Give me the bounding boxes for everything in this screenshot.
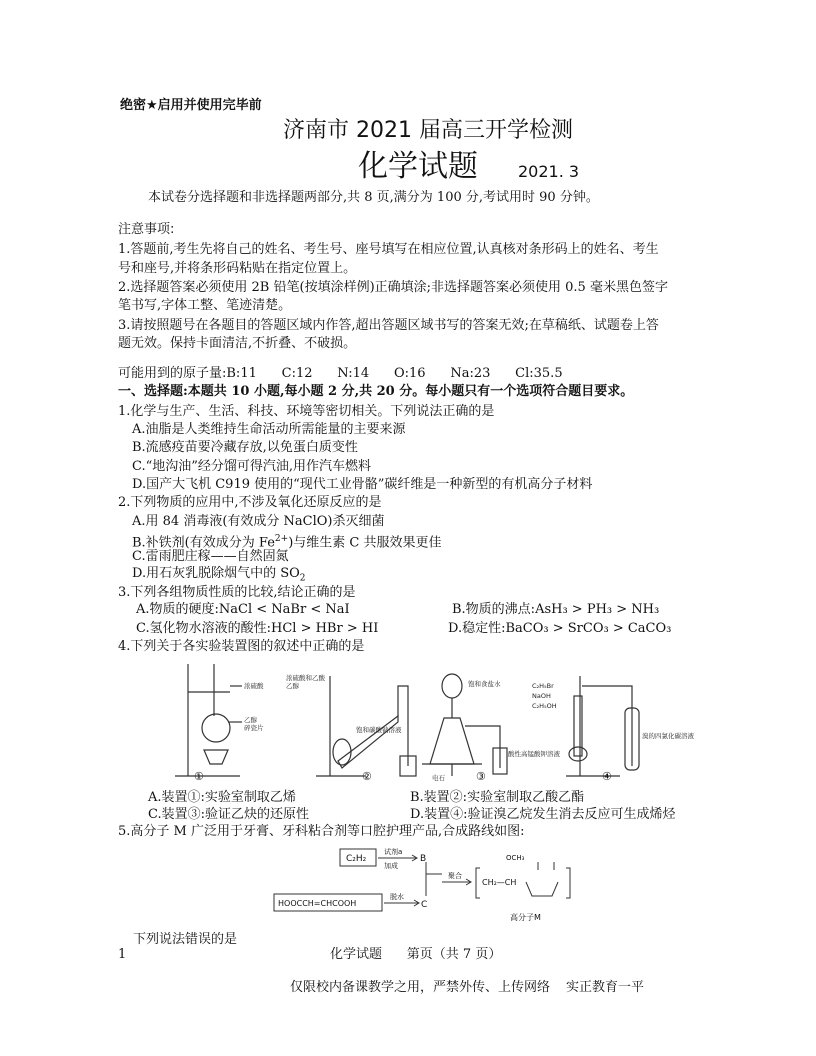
q5-node-c: C [421,900,428,910]
q1-option-c: C.“地沟油”经分馏可得汽油,用作汽车燃料 [132,459,372,474]
note-2-line2: 笔书写,字体工整、笔迹清楚。 [118,298,292,313]
q2-stem: 2.下列物质的应用中,不涉及氧化还原反应的是 [118,495,382,510]
q2-d-sub: 2 [299,573,306,584]
q5-product-label: 高分子M [510,913,541,922]
note-1-line1: 1.答题前,考生先将自己的姓名、考生号、座号填写在相应位置,认真核对条形码上的姓名、考生 [118,242,659,257]
q5-arrow1-top: 试剂a [384,848,403,856]
q4-stem: 4.下列关于各实验装置图的叙述中正确的是 [118,639,365,654]
exam-date: 2021. 3 [518,162,580,181]
fig-number-3: ③ [476,770,486,783]
q2-option-a: A.用 84 消毒液(有效成分 NaClO)杀灭细菌 [132,514,385,529]
fig-label-13: 溴的四氯化碳溶液 [642,732,694,740]
q5-arrow1-bottom: 加成 [384,862,398,870]
page-label: 化学试题 第页（共 7 页） [330,947,502,962]
fig-label-10: C₂H₅Br [532,682,554,690]
q2-d-pre: D.用石灰乳脱除烟气中的 SO [132,566,300,581]
fig-label-4: 浓硫酸和乙酸 [286,674,325,682]
footer-notice: 仅限校内备课教学之用，严禁外传、上传网络 [290,980,551,995]
page-number: 1 [118,947,127,962]
fig-label-7: 饱和食盐水 [468,680,501,688]
q5-follow-text: 下列说法错误的是 [133,932,238,947]
q5-node-b: B [420,854,427,864]
q4-option-a: A.装置①:实验室制取乙烯 [148,790,296,805]
note-1-line2: 号和座号,并将条形码粘贴在指定位置上。 [118,261,357,276]
fig-label-9: 酸性高锰酸钾溶液 [508,750,560,758]
q3-option-a: A.物质的硬度:NaCl < NaBr < NaI [136,602,350,617]
q2-option-c: C.雷雨肥庄稼——自然固氮 [132,549,289,564]
q5-stem: 5.高分子 M 广泛用于牙膏、牙科粘合剂等口腔护理产品,合成路线如图: [118,824,525,839]
q2-b-sup: 2+ [274,534,289,544]
secret-label: 绝密★启用并使用完毕前 [120,98,262,113]
q5-box1: C₂H₂ [346,854,367,864]
fig-number-2: ② [362,770,372,783]
fig-label-6: 饱和碳酸钠溶液 [356,726,402,734]
q2-b-pre: B.补铁剂(有效成分为 Fe [132,535,275,551]
q5-chain: CH₂—CH [482,878,517,887]
exam-title: 济南市 2021 届高三开学检测 [283,118,573,143]
fig-number-4: ④ [602,770,612,783]
q5-synthesis-route [270,838,600,926]
q2-option-d [132,566,306,587]
intro-text: 本试卷分选择题和非选择题两部分,共 8 页,满分为 100 分,考试用时 90 分钟。 [148,190,599,205]
fig-label-3: 碎瓷片 [244,724,264,732]
q4-apparatus-figure [170,656,694,786]
q4-option-c: C.装置③:验证乙炔的还原性 [148,807,309,822]
notes-heading: 注意事项: [118,222,175,237]
fig-number-1: ① [194,770,204,783]
fig-label-1: 浓硫酸 [244,682,264,690]
q1-stem: 1.化学与生产、生活、科技、环境等密切相关。下列说法正确的是 [118,404,495,419]
q5-arrow3-top: 聚合 [448,872,462,880]
note-3-line1: 3.请按照题号在各题目的答题区域内作答,超出答题区域书写的答案无效;在草稿纸、试题卷上答 [118,318,659,333]
fig-label-2: 乙醇 [244,716,257,724]
q3-stem: 3.下列各组物质性质的比较,结论正确的是 [118,585,356,600]
q1-option-b: B.流感疫苗要冷藏存放,以免蛋白质变性 [132,440,358,455]
q5-arrow2-top: 脱水 [390,893,404,901]
atomic-masses: 可能用到的原子量:B:11 C:12 N:14 O:16 Na:23 Cl:35.5 [118,366,563,381]
section1-heading: 一、选择题:本题共 10 小题,每小题 2 分,共 20 分。每小题只有一个选项符合题目要求。 [118,384,634,399]
q3-option-d: D.稳定性:BaCO₃ > SrCO₃ > CaCO₃ [448,621,672,636]
footer-org: 实正教育一平 [566,980,645,995]
fig-label-12: C₂H₅OH [532,702,557,710]
q2-b-post: )与维生素 C 共服效果更佳 [288,535,442,551]
q3-option-c: C.氢化物水溶液的酸性:HCl > HBr > HI [136,621,379,636]
q3-option-b: B.物质的沸点:AsH₃ > PH₃ > NH₃ [452,602,660,617]
fig-label-5: 乙醇 [286,682,299,690]
subject-title: 化学试题 [358,149,478,184]
q4-option-b: B.装置②:实验室制取乙酸乙酯 [410,790,585,805]
q4-option-d: D.装置④:验证溴乙烷发生消去反应可生成烯烃 [410,807,676,822]
q5-och3: OCH₃ [506,854,525,862]
note-3-line2: 题无效。保持卡面清洁,不折叠、不破损。 [118,336,357,351]
fig-label-11: NaOH [532,692,551,700]
q5-box2: HOOCCH=CHCOOH [278,899,357,908]
q1-option-a: A.油脂是人类维持生命活动所需能量的主要来源 [132,422,406,437]
fig-label-8: 电石 [432,774,445,782]
q1-option-d: D.国产大飞机 C919 使用的“现代工业骨骼”碳纤维是一种新型的有机高分子材料 [132,477,593,492]
note-2-line1: 2.选择题答案必须使用 2B 铅笔(按填涂样例)正确填涂;非选择题答案必须使用 0.5 毫米黑色签字 [118,280,668,295]
